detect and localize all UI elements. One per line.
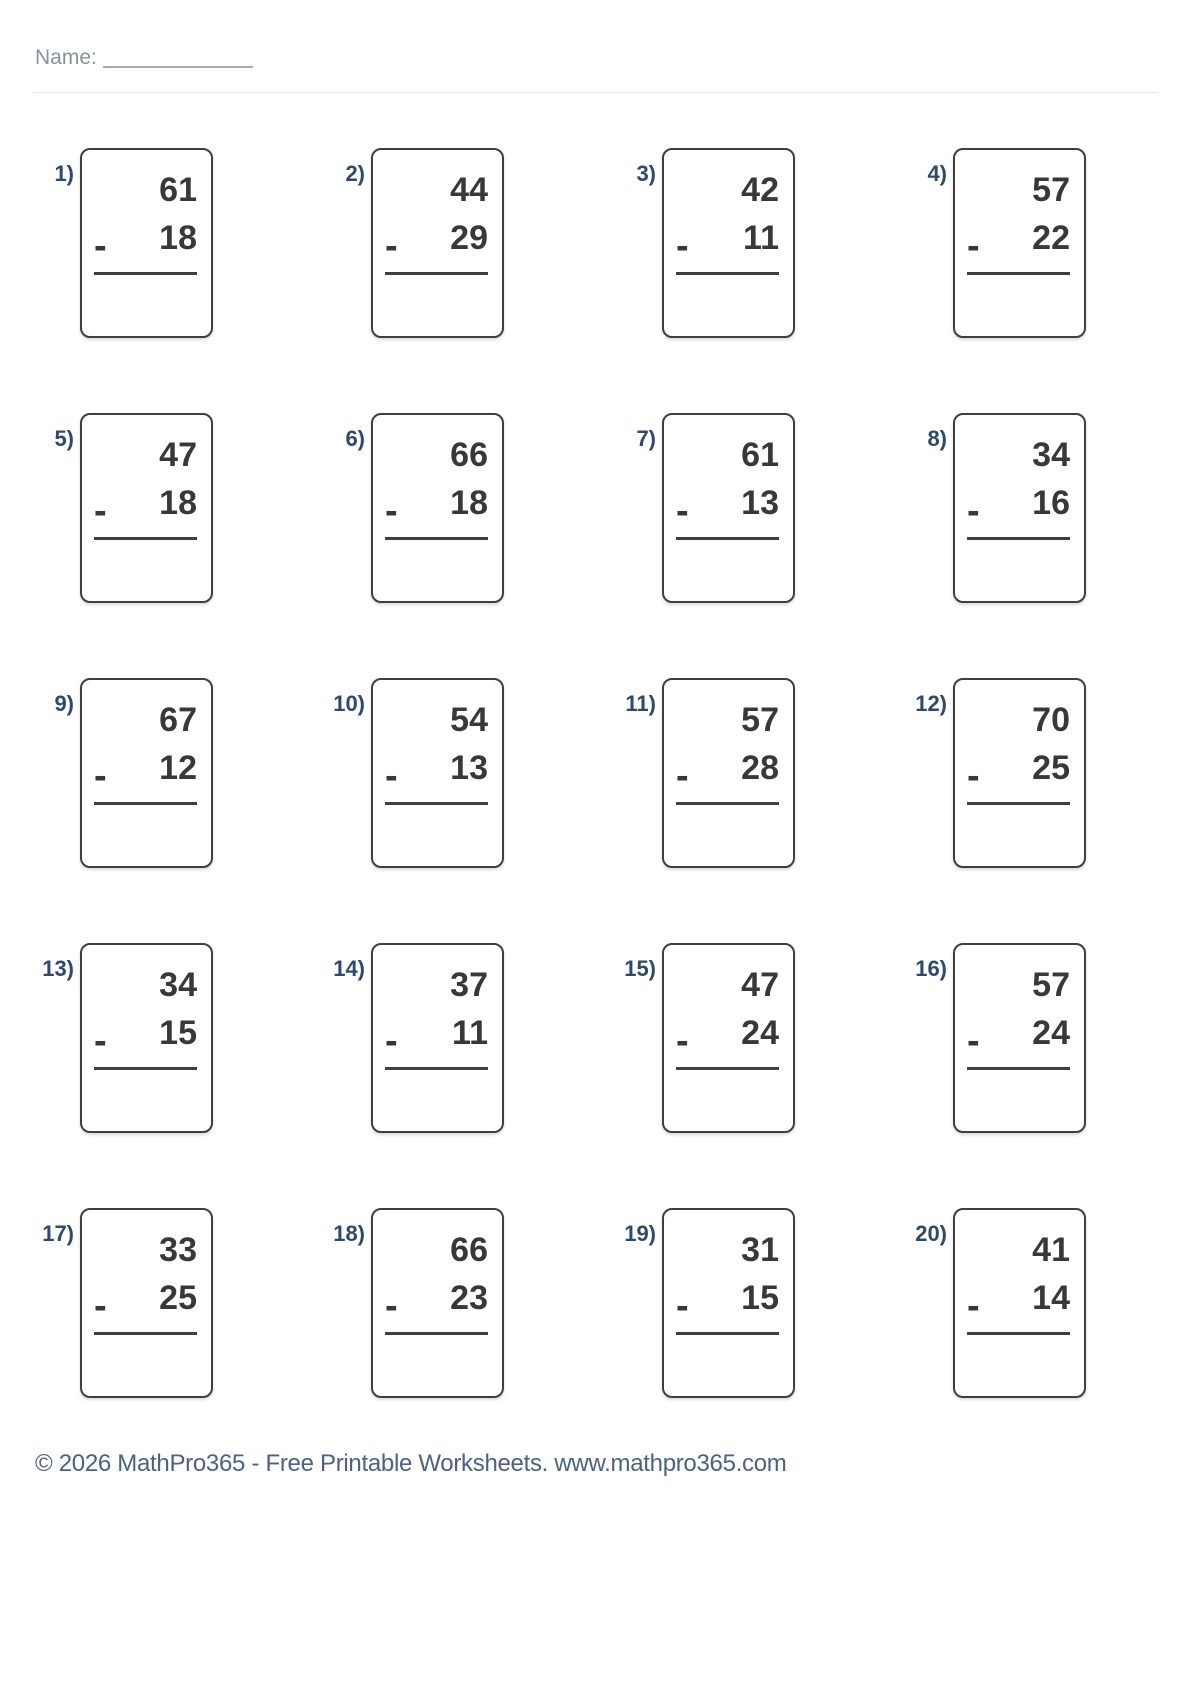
- problem-box: [662, 1208, 795, 1398]
- minuend: 47: [159, 436, 197, 474]
- answer-line: [94, 272, 197, 275]
- name-blank: [103, 46, 253, 68]
- problem-number: 17): [42, 1221, 74, 1246]
- problem-box: [662, 678, 795, 868]
- problem-cell: [24, 413, 213, 603]
- subtrahend: 13: [741, 484, 779, 522]
- subtrahend: 18: [159, 219, 197, 257]
- minuend: 44: [450, 171, 488, 209]
- minus-operator: -: [94, 225, 107, 267]
- problem-box: [371, 148, 504, 338]
- minus-operator: -: [676, 755, 689, 797]
- subtrahend: 24: [1032, 1014, 1070, 1052]
- minuend: 54: [450, 701, 488, 739]
- minus-operator: -: [967, 1285, 980, 1327]
- problem-box: [953, 148, 1086, 338]
- problem-number: 5): [54, 426, 74, 451]
- subtrahend: 25: [159, 1279, 197, 1317]
- minus-operator: -: [94, 1020, 107, 1062]
- problem-cell: [606, 413, 795, 603]
- minuend: 33: [159, 1231, 197, 1269]
- name-row: [35, 46, 253, 70]
- minuend: 57: [1032, 171, 1070, 209]
- subtrahend: 13: [450, 749, 488, 787]
- answer-line: [94, 1332, 197, 1335]
- footer-credit: © 2026 MathPro365 - Free Printable Worksheets. www.mathpro365.com: [35, 1450, 787, 1477]
- worksheet-grid: [24, 148, 1086, 1398]
- problem-cell: [606, 1208, 795, 1398]
- problem-cell: [315, 943, 504, 1133]
- minus-operator: -: [676, 225, 689, 267]
- problem-cell: [24, 678, 213, 868]
- problem-cell: [606, 678, 795, 868]
- problem-box: [80, 678, 213, 868]
- problem-box: [80, 1208, 213, 1398]
- problem-number: 9): [54, 691, 74, 716]
- answer-line: [676, 1332, 779, 1335]
- minuend: 47: [741, 966, 779, 1004]
- problem-box: [953, 1208, 1086, 1398]
- problem-cell: [315, 1208, 504, 1398]
- minus-operator: -: [94, 490, 107, 532]
- subtrahend-row: [676, 1009, 779, 1062]
- subtrahend: 24: [741, 1014, 779, 1052]
- problem-box: [371, 678, 504, 868]
- answer-line: [385, 272, 488, 275]
- problem-box: [80, 413, 213, 603]
- problem-number: 18): [333, 1221, 365, 1246]
- subtrahend-row: [967, 1009, 1070, 1062]
- subtrahend: 14: [1032, 1279, 1070, 1317]
- problem-box: [953, 678, 1086, 868]
- problem-cell: [315, 148, 504, 338]
- subtrahend-row: [676, 214, 779, 267]
- minus-operator: -: [94, 755, 107, 797]
- subtrahend: 12: [159, 749, 197, 787]
- minus-operator: -: [385, 755, 398, 797]
- subtrahend-row: [967, 214, 1070, 267]
- problem-cell: [24, 943, 213, 1133]
- problem-cell: [897, 148, 1086, 338]
- problem-box: [953, 943, 1086, 1133]
- minuend: 67: [159, 701, 197, 739]
- problem-number: 8): [927, 426, 947, 451]
- minuend: 61: [741, 436, 779, 474]
- minus-operator: -: [385, 1020, 398, 1062]
- problem-cell: [24, 1208, 213, 1398]
- minus-operator: -: [967, 490, 980, 532]
- minuend: 57: [1032, 966, 1070, 1004]
- answer-line: [676, 1067, 779, 1070]
- answer-line: [385, 1332, 488, 1335]
- minuend: 61: [159, 171, 197, 209]
- name-label: Name:: [35, 46, 97, 69]
- subtrahend: 11: [743, 219, 779, 257]
- answer-line: [676, 272, 779, 275]
- minus-operator: -: [94, 1285, 107, 1327]
- minuend: 31: [741, 1231, 779, 1269]
- answer-line: [676, 802, 779, 805]
- answer-line: [967, 802, 1070, 805]
- subtrahend: 28: [741, 749, 779, 787]
- problem-cell: [897, 678, 1086, 868]
- problem-number: 14): [333, 956, 365, 981]
- minuend: 34: [159, 966, 197, 1004]
- minuend: 42: [741, 171, 779, 209]
- subtrahend-row: [94, 214, 197, 267]
- problem-box: [371, 1208, 504, 1398]
- subtrahend-row: [94, 1009, 197, 1062]
- problem-box: [662, 148, 795, 338]
- subtrahend: 22: [1032, 219, 1070, 257]
- subtrahend: 15: [741, 1279, 779, 1317]
- problem-number: 2): [345, 161, 365, 186]
- problem-number: 12): [915, 691, 947, 716]
- problem-cell: [897, 413, 1086, 603]
- problem-cell: [315, 413, 504, 603]
- problem-box: [371, 943, 504, 1133]
- answer-line: [94, 537, 197, 540]
- minuend: 34: [1032, 436, 1070, 474]
- answer-line: [967, 537, 1070, 540]
- problem-cell: [897, 1208, 1086, 1398]
- answer-line: [94, 802, 197, 805]
- subtrahend-row: [676, 1274, 779, 1327]
- problem-box: [371, 413, 504, 603]
- subtrahend: 25: [1032, 749, 1070, 787]
- problem-box: [953, 413, 1086, 603]
- problem-number: 11): [625, 691, 656, 716]
- minus-operator: -: [676, 1285, 689, 1327]
- problem-number: 7): [636, 426, 656, 451]
- subtrahend: 23: [450, 1279, 488, 1317]
- problem-number: 4): [927, 161, 947, 186]
- problem-number: 6): [345, 426, 365, 451]
- problem-cell: [897, 943, 1086, 1133]
- minus-operator: -: [676, 1020, 689, 1062]
- subtrahend: 18: [159, 484, 197, 522]
- minuend: 41: [1032, 1231, 1070, 1269]
- problem-box: [662, 413, 795, 603]
- answer-line: [94, 1067, 197, 1070]
- problem-number: 3): [636, 161, 656, 186]
- subtrahend: 15: [159, 1014, 197, 1052]
- subtrahend-row: [967, 479, 1070, 532]
- subtrahend-row: [676, 744, 779, 797]
- answer-line: [676, 537, 779, 540]
- answer-line: [967, 1332, 1070, 1335]
- problem-cell: [606, 148, 795, 338]
- header-divider: [33, 92, 1158, 93]
- subtrahend: 29: [450, 219, 488, 257]
- subtrahend-row: [385, 479, 488, 532]
- minus-operator: -: [676, 490, 689, 532]
- problem-box: [80, 943, 213, 1133]
- answer-line: [385, 1067, 488, 1070]
- problem-cell: [606, 943, 795, 1133]
- minus-operator: -: [967, 755, 980, 797]
- answer-line: [967, 272, 1070, 275]
- answer-line: [967, 1067, 1070, 1070]
- minuend: 66: [450, 436, 488, 474]
- subtrahend-row: [676, 479, 779, 532]
- problem-number: 19): [624, 1221, 656, 1246]
- subtrahend-row: [967, 1274, 1070, 1327]
- minus-operator: -: [385, 490, 398, 532]
- problem-number: 10): [333, 691, 365, 716]
- problem-number: 16): [915, 956, 947, 981]
- subtrahend-row: [94, 744, 197, 797]
- answer-line: [385, 537, 488, 540]
- subtrahend: 16: [1032, 484, 1070, 522]
- minuend: 66: [450, 1231, 488, 1269]
- problem-number: 15): [624, 956, 656, 981]
- subtrahend-row: [967, 744, 1070, 797]
- subtrahend-row: [385, 214, 488, 267]
- subtrahend-row: [94, 1274, 197, 1327]
- problem-box: [80, 148, 213, 338]
- minuend: 37: [450, 966, 488, 1004]
- problem-number: 20): [915, 1221, 947, 1246]
- problem-cell: [24, 148, 213, 338]
- problem-box: [662, 943, 795, 1133]
- subtrahend-row: [385, 1009, 488, 1062]
- minus-operator: -: [385, 1285, 398, 1327]
- subtrahend: 18: [450, 484, 488, 522]
- subtrahend-row: [385, 1274, 488, 1327]
- subtrahend: 11: [452, 1014, 488, 1052]
- minuend: 70: [1032, 701, 1070, 739]
- problem-cell: [315, 678, 504, 868]
- minus-operator: -: [385, 225, 398, 267]
- minus-operator: -: [967, 225, 980, 267]
- answer-line: [385, 802, 488, 805]
- minuend: 57: [741, 701, 779, 739]
- subtrahend-row: [94, 479, 197, 532]
- problem-number: 1): [54, 161, 74, 186]
- problem-number: 13): [42, 956, 74, 981]
- subtrahend-row: [385, 744, 488, 797]
- minus-operator: -: [967, 1020, 980, 1062]
